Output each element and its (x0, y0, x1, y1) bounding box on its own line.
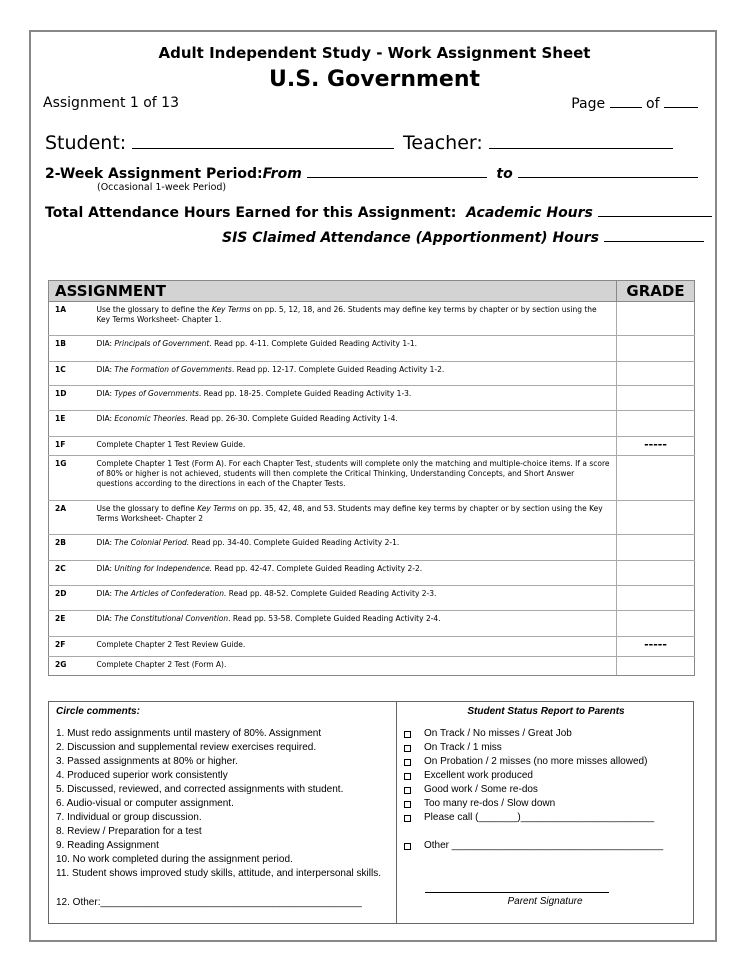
grade-cell (617, 456, 695, 501)
grade-cell (617, 302, 695, 336)
assignment-code: 2E (49, 611, 93, 637)
assignment-description: Complete Chapter 2 Test (Form A). (93, 656, 617, 675)
status-report-list (404, 727, 663, 853)
comment-item: 11. Student shows improved study skills, attitude, and interpersonal skills. (56, 868, 381, 879)
grade-cell (617, 561, 695, 586)
table-row (49, 561, 695, 586)
assignment-description: DIA: Types of Governments. Read pp. 18-25. Complete Guided Reading Activity 1-3. (93, 386, 617, 411)
assignment-code: 1F (49, 437, 93, 456)
status-item: On Track / 1 miss (404, 741, 663, 755)
grade-cell (617, 336, 695, 362)
assignment-description: DIA: The Constitutional Convention. Read pp. 53-58. Complete Guided Reading Activity 2-4. (93, 611, 617, 637)
status-item: On Probation / 2 misses (no more misses allowed) (404, 755, 663, 769)
assignment-description: Complete Chapter 2 Test Review Guide. (93, 637, 617, 656)
assignment-description: Complete Chapter 1 Test Review Guide. (93, 437, 617, 456)
grade-cell: ----- (617, 437, 695, 456)
table-row (49, 362, 695, 386)
assignment-code: 1A (49, 302, 93, 336)
assignment-code: 1G (49, 456, 93, 501)
subject-title: U.S. Government (268, 67, 481, 92)
teacher-field: Teacher: (403, 132, 673, 154)
comment-item: 3. Passed assignments at 80% or higher. (56, 756, 238, 767)
checkbox-icon[interactable] (404, 815, 411, 822)
comment-item: 5. Discussed, reviewed, and corrected assignments with student. (56, 784, 344, 795)
other-comment-field: 12. Other:_______________________________________________ (56, 897, 362, 908)
comment-item: 8. Review / Preparation for a test (56, 826, 202, 837)
assignment-table (48, 280, 695, 676)
assignment-description: DIA: Principals of Government. Read pp. 4-11. Complete Guided Reading Activity 1-1. (93, 336, 617, 362)
assignment-number: Assignment 1 of 13 (43, 95, 179, 111)
sis-hours: SIS Claimed Attendance (Apportionment) Hours (222, 229, 704, 246)
status-item: On Track / No misses / Great Job (404, 727, 663, 741)
assignment-code: 1B (49, 336, 93, 362)
comments-divider (396, 701, 397, 924)
table-row (49, 656, 695, 675)
table-row (49, 456, 695, 501)
comment-item: 2. Discussion and supplemental review exercises required. (56, 742, 317, 753)
table-row (49, 336, 695, 362)
table-row (49, 611, 695, 637)
table-row (49, 586, 695, 611)
table-row (49, 637, 695, 656)
checkbox-icon[interactable] (404, 843, 411, 850)
circle-comments-title: Circle comments: (56, 706, 140, 717)
table-row (49, 386, 695, 411)
grade-cell (617, 535, 695, 561)
assignment-code: 2B (49, 535, 93, 561)
status-other: Other ______________________________________ (404, 839, 663, 853)
table-row (49, 501, 695, 535)
assignment-period: 2-Week Assignment Period:From to (45, 165, 698, 182)
status-item: Excellent work produced (404, 769, 663, 783)
assignment-description: DIA: The Colonial Period. Read pp. 34-40. Complete Guided Reading Activity 2-1. (93, 535, 617, 561)
assignment-description: DIA: The Articles of Confederation. Read pp. 48-52. Complete Guided Reading Activity 2-3. (93, 586, 617, 611)
grade-header: GRADE (617, 281, 695, 302)
grade-cell (617, 362, 695, 386)
assignment-code: 2C (49, 561, 93, 586)
page-number: Page of (571, 95, 698, 112)
comment-item: 10. No work completed during the assignment period. (56, 854, 293, 865)
sheet-title: Adult Independent Study - Work Assignment Sheet (158, 44, 591, 62)
assignment-description: Use the glossary to define the Key Terms on pp. 5, 12, 18, and 26. Students may define key terms by chapter or by section using the Key Terms Worksheet- Chapter 1. (93, 302, 617, 336)
checkbox-icon[interactable] (404, 731, 411, 738)
grade-cell (617, 386, 695, 411)
table-row (49, 302, 695, 336)
assignment-code: 2F (49, 637, 93, 656)
status-report-title: Student Status Report to Parents (467, 706, 625, 717)
parent-signature-label: Parent Signature (507, 896, 583, 907)
assignment-code: 1E (49, 411, 93, 437)
period-note: (Occasional 1-week Period) (97, 182, 227, 193)
assignment-code: 1D (49, 386, 93, 411)
status-item: Too many re-dos / Slow down (404, 797, 663, 811)
checkbox-icon[interactable] (404, 773, 411, 780)
assignment-description: Complete Chapter 1 Test (Form A). For each Chapter Test, students will complete only the matching and multiple-choice items. If a score of 80% or higher is not achieved, students will then complete the Critical Thinking, Understanding Concepts, and Short Answer questions according to the directions in each of the Chapter Tests. (93, 456, 617, 501)
grade-cell (617, 611, 695, 637)
total-attendance: Total Attendance Hours Earned for this Assignment: Academic Hours (45, 204, 712, 221)
status-item: Good work / Some re-dos (404, 783, 663, 797)
grade-cell (617, 656, 695, 675)
grade-cell (617, 501, 695, 535)
assignment-code: 2D (49, 586, 93, 611)
checkbox-icon[interactable] (404, 801, 411, 808)
grade-cell (617, 586, 695, 611)
assignment-code: 2A (49, 501, 93, 535)
assignment-header: ASSIGNMENT (49, 281, 617, 302)
student-field: Student: (45, 132, 394, 154)
assignment-description: Use the glossary to define Key Terms on pp. 35, 42, 48, and 53. Students may define key terms by chapter or by section using the Key Terms Worksheet- Chapter 2 (93, 501, 617, 535)
status-item: Please call (_______)________________________ (404, 811, 663, 825)
table-row (49, 411, 695, 437)
comment-item: 4. Produced superior work consistently (56, 770, 228, 781)
checkbox-icon[interactable] (404, 759, 411, 766)
comment-item: 7. Individual or group discussion. (56, 812, 202, 823)
assignment-code: 1C (49, 362, 93, 386)
comment-item: 9. Reading Assignment (56, 840, 159, 851)
table-row (49, 437, 695, 456)
comment-item: 1. Must redo assignments until mastery of 80%. Assignment (56, 728, 322, 739)
circle-comments-list (56, 727, 381, 881)
assignment-description: DIA: The Formation of Governments. Read pp. 12-17. Complete Guided Reading Activity 1-2. (93, 362, 617, 386)
table-row (49, 535, 695, 561)
checkbox-icon[interactable] (404, 745, 411, 752)
assignment-code: 2G (49, 656, 93, 675)
assignment-description: DIA: Uniting for Independence. Read pp. 42-47. Complete Guided Reading Activity 2-2. (93, 561, 617, 586)
grade-cell (617, 411, 695, 437)
grade-cell: ----- (617, 637, 695, 656)
checkbox-icon[interactable] (404, 787, 411, 794)
signature-line (425, 892, 609, 893)
comment-item: 6. Audio-visual or computer assignment. (56, 798, 234, 809)
assignment-description: DIA: Economic Theories. Read pp. 26-30. Complete Guided Reading Activity 1-4. (93, 411, 617, 437)
